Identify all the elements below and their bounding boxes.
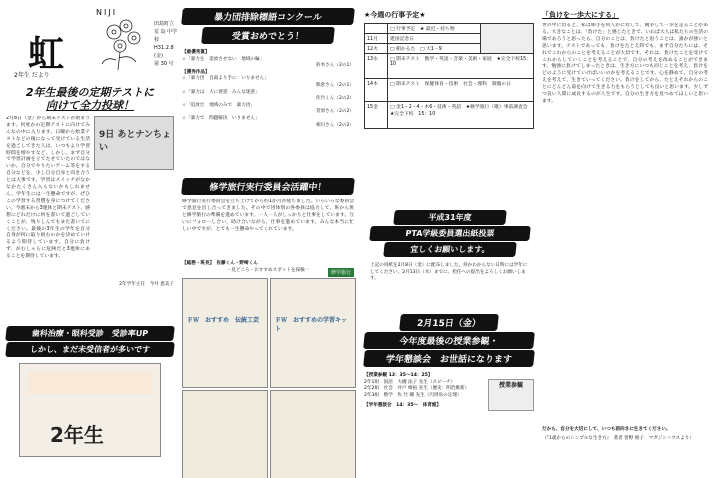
issue-number: 第 30 号: [154, 61, 174, 67]
article-health: [6, 326, 174, 457]
visit-meeting: 【学年懇談会 14：35～ 体育館】: [364, 403, 442, 409]
article-trip: [182, 178, 354, 478]
pta-note: 上記の用紙を2月8日（金）に配布しました。何かわからない日時には学年にしてください。2月13日（水）までに、担任への提出をよろしくお願いします。: [370, 263, 528, 282]
award-slogan: ☆「暴力団 自殺より手に いりません」: [182, 76, 269, 82]
flower-illustration: [92, 12, 152, 74]
pta-headline: PTA学級委員選出紙投票: [369, 226, 531, 241]
table-row: [365, 102, 534, 129]
poster-label: 2年生: [50, 423, 104, 447]
table-row: [365, 24, 534, 34]
essay-body: 世の中に出ると、私は相手を何人かに対して、競争して一歩を走ることがある。大きなことは、「負けた」と感じたときで、いわば大人は私たちの生活の場であろうと思ったら、自分のことは、負けたと思うことは、誰かが強いと思います。テストであっても、負けをたとえ時でも、まず自分たちには、それでこれからのことを考えることが大切です。それは、負けたことを受けてこれからしていくことを考えることで、自分の考えを改めることができます。勉強に負けてしまったときは、生き方にいつも同じことを考え、負けをどのように受けていけばいいのかを考えることです。心を静めて、自分の考えを考えて、生きていってください。負けをしてから、たとえそれからのことにどんどん前を向けて生きる力をもらうとしても良いと思います。少しずつ良い人間に成長するのが人生です。自分の生き方を見つめてほしいと思います。: [542, 23, 708, 104]
column-3: [360, 0, 536, 478]
class-visit: [364, 314, 534, 410]
visit-badge: 授業参観: [488, 379, 534, 411]
column-1: [0, 0, 178, 478]
schedule-date: 12火: [365, 44, 388, 54]
masthead-title: 虹: [28, 33, 65, 75]
award-slogan: ☆「追放だ 地域のみで 暴力団」: [182, 102, 256, 108]
column-2: [178, 0, 358, 478]
award-list: [182, 50, 354, 129]
weekly-schedule: [364, 10, 534, 129]
visit-schedule-label: 【授業参観 13：35～14：25】: [364, 373, 433, 378]
schedule-event: □ 期末テスト 数学・英語・音楽・美術・家庭 ★完全下校15：10: [388, 54, 534, 79]
award-label: 【最優秀賞】: [182, 50, 210, 55]
schedule-event: □ 期末テスト 保健体育・技術 社会・理科 制服の日: [388, 79, 534, 102]
committee-members: 【総務・班長】 佐藤くん・野崎くん: [182, 261, 258, 266]
pta-headline: 宜しくお願いします。: [383, 242, 517, 257]
award-winner: 菅原さん（2の2）: [315, 109, 354, 115]
issue-date: H31.2.8: [154, 45, 174, 51]
trip-badge: 修学旅行: [328, 268, 354, 277]
award-winner: 熊倉さん（2の1）: [315, 82, 354, 88]
school-info: [154, 20, 178, 68]
table-header: □ 行事予定 ★ 最近・持ち物: [388, 24, 481, 34]
trip-card: [270, 390, 356, 478]
pta-headline: 平成31年度: [393, 210, 507, 225]
visit-headline: 今年度最後の授業参観・: [363, 332, 535, 349]
table-row: [365, 54, 534, 79]
article-headline: しかし、まだ未受信者が多いです: [5, 342, 175, 357]
article-body: 2月8日（金）から期末テストが始まります。何度かの定期テストに向けてみんなの中に入ります。日曜から始業テストなどの後になって受けている生活を過ごしてきた人は、いつもより学習時間を増やすなど、しかし、まず自分で学習計画を立てたせていたのではないか。自分でやりたいゲーム等をする自分などを、少し自分自身と向き合うとは大事です。学習はスイッチがなかなかたくさん入らないかもしれません。学年生には一生懸命ですが、ぜひこの学習する習慣を身につけてください。今週末から3連休と期末テスト、感想にどれだけに何を書いて過ごしていくことが、残りしんでもまた書いてにください。最後の3年生の学年を自分自身が何に取り組むのかを決めていけるよう期待しています。自分に負けず、がむしゃらに危険だと3連休にあることを期待しています。: [6, 116, 90, 260]
countdown-photo: [94, 116, 174, 170]
card-title: ＦＷ おすすめ 伝統工芸: [187, 317, 260, 325]
award-label: 【優秀作品】: [182, 69, 210, 75]
schedule-event: 建国記念日: [388, 34, 481, 44]
article-headline: 暴力団排除標語コンクール: [181, 8, 355, 25]
schedule-date: 13水: [365, 54, 388, 79]
article-test: [6, 86, 174, 289]
school-line: 荒 島 中学校: [154, 29, 178, 43]
poster-strip: [28, 372, 152, 394]
schedule-title: ★今週の行事予定★: [364, 11, 426, 19]
award-winner: 佐竹くん（2の2）: [315, 96, 354, 102]
grade-note: 2年生 だより: [14, 72, 50, 79]
article-headline: 向けて全力投球！: [46, 99, 134, 112]
column-4: [538, 0, 712, 478]
visit-line: 2年2組 社会 井戸 崎拓 先生（歴史：明治維新）: [364, 386, 470, 392]
award-slogan: ☆「暴力で 問題解決 いりません」: [182, 115, 260, 121]
issue-day: (金): [154, 53, 163, 59]
schedule-event: □ 朝かるた □ 大1－9: [388, 44, 481, 54]
schedule-photo: [481, 24, 534, 54]
schedule-date: 14木: [365, 79, 388, 102]
article-headline: 歯科治療・眼科受診 受診率UP: [5, 326, 175, 341]
award-winner: 鈴木さん（2の1）: [315, 63, 354, 69]
pta-notice: [370, 210, 530, 283]
essay-headline: 「負けを一歩大にする」: [542, 11, 619, 19]
masthead: [4, 6, 178, 84]
sub-heading: 一見どころ・おすすめスポットを探検一: [226, 267, 310, 273]
award-slogan: ☆「暴力を 追放させない 地域の輪」: [182, 56, 265, 62]
trip-card: [270, 278, 356, 388]
trip-card: [182, 278, 268, 388]
schedule-event: □ 金1・2・4・木6・技術・英語 ★修学旅行（歌）事前調査会 ★完全下校 15：10: [388, 102, 534, 129]
visit-headline: 学年懇談会 お世話になります: [363, 350, 535, 367]
article-signature: 2年学年主任 今井 恵美子: [119, 282, 174, 287]
essay-closing: だから、自分を大切にして、いつも前向きに生きてください。: [542, 427, 671, 432]
schedule-date: 15金: [365, 102, 388, 129]
visit-line: 2年3組 数学 佐 竹 剛 先生（円周角の定理）: [364, 392, 462, 398]
essay-column: [542, 10, 708, 442]
article-body: 修学旅行実行委員会を立ち上げてから約1か月が経ちました。いろいろな委員会で意見を出し合ってきました。その中で団体別の各委員は協力して、班から班と修学旅行の準備を進めています。一人一人がしっかりと仕事をしています。互いにフォローし合い、助け合いながら、仕事を進めています。みんな本当に忙しい中ですが、とても一生懸命やってくれています。: [182, 199, 354, 232]
essay-quote: （『1歳からのシンプルな生き方』 著者 曽野 綾子 マガジンハウスより）: [542, 435, 694, 441]
school-line: 田島町立: [154, 21, 175, 27]
table-row: [365, 79, 534, 102]
trip-card: [182, 390, 268, 478]
award-winner: 相川さん（2の2）: [315, 122, 354, 128]
photo-caption: 9日 あとナンちょい: [99, 130, 171, 153]
article-headline: 受賞おめでとう！: [201, 27, 335, 44]
schedule-table: [364, 23, 534, 129]
health-poster: [19, 363, 161, 457]
masthead-title-en: NIJI: [96, 8, 118, 17]
article-slogan: [182, 8, 354, 129]
visit-line: 2年1組 国語 大槻 法子 先生（スピーチ）: [364, 379, 456, 385]
card-title: ＦＷ おすすめの学習キット: [275, 317, 347, 334]
visit-headline: 2月15日（金）: [399, 314, 499, 331]
award-slogan: ☆「暴力は 人に迷惑 みんな迷惑」: [182, 89, 260, 95]
article-headline: 2年生最後の定期テストに: [25, 86, 155, 99]
schedule-date: 11月: [365, 34, 388, 44]
article-headline: 修学旅行実行委員会活躍中！: [181, 178, 355, 195]
